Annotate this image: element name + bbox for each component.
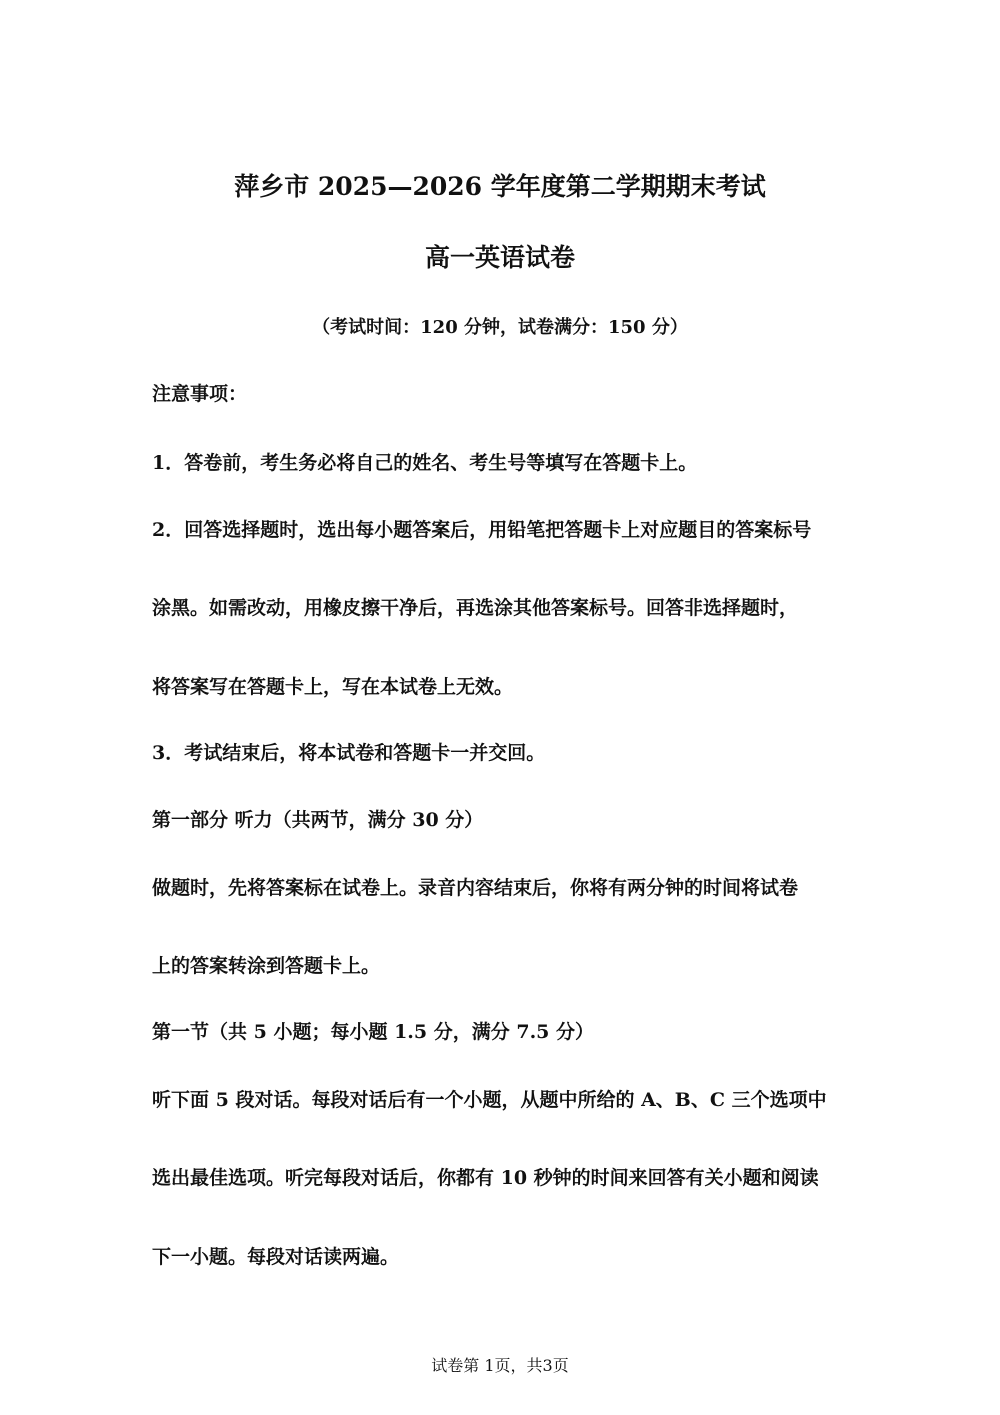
section1-instruction-line-2: 选出最佳选项。听完每段对话后，你都有 10 秒钟的时间来回答有关小题和阅读	[152, 1167, 819, 1189]
part1-instruction-line-2: 上的答案转涂到答题卡上。	[152, 955, 381, 977]
exam-subtitle: 高一英语试卷	[424, 243, 575, 272]
exam-title: 萍乡市 2025—2026 学年度第二学期期末考试	[234, 172, 766, 201]
page-footer: 试卷第 1页，共3页	[431, 1356, 569, 1375]
note-item-3: 3．考试结束后，将本试卷和答题卡一并交回。	[152, 742, 546, 764]
note-item-2-line-1: 2．回答选择题时，选出每小题答案后，用铅笔把答题卡上对应题目的答案标号	[152, 519, 812, 541]
section1-instruction-line-1: 听下面 5 段对话。每段对话后有一个小题，从题中所给的 A、B、C 三个选项中	[152, 1089, 827, 1111]
part1-instruction-line-1: 做题时，先将答案标在试卷上。录音内容结束后，你将有两分钟的时间将试卷	[152, 877, 799, 899]
exam-info: （考试时间：120 分钟，试卷满分：150 分）	[312, 317, 688, 338]
part1-heading: 第一部分 听力（共两节，满分 30 分）	[152, 809, 484, 831]
note-item-1: 1．答卷前，考生务必将自己的姓名、考生号等填写在答题卡上。	[152, 452, 698, 474]
section1-instruction-line-3: 下一小题。每段对话读两遍。	[152, 1246, 400, 1268]
note-item-2-line-3: 将答案写在答题卡上，写在本试卷上无效。	[152, 676, 514, 698]
section1-heading: 第一节（共 5 小题；每小题 1.5 分，满分 7.5 分）	[152, 1021, 595, 1043]
note-item-2-line-2: 涂黑。如需改动，用橡皮擦干净后，再选涂其他答案标号。回答非选择题时，	[152, 597, 799, 619]
notes-heading: 注意事项：	[152, 383, 248, 405]
